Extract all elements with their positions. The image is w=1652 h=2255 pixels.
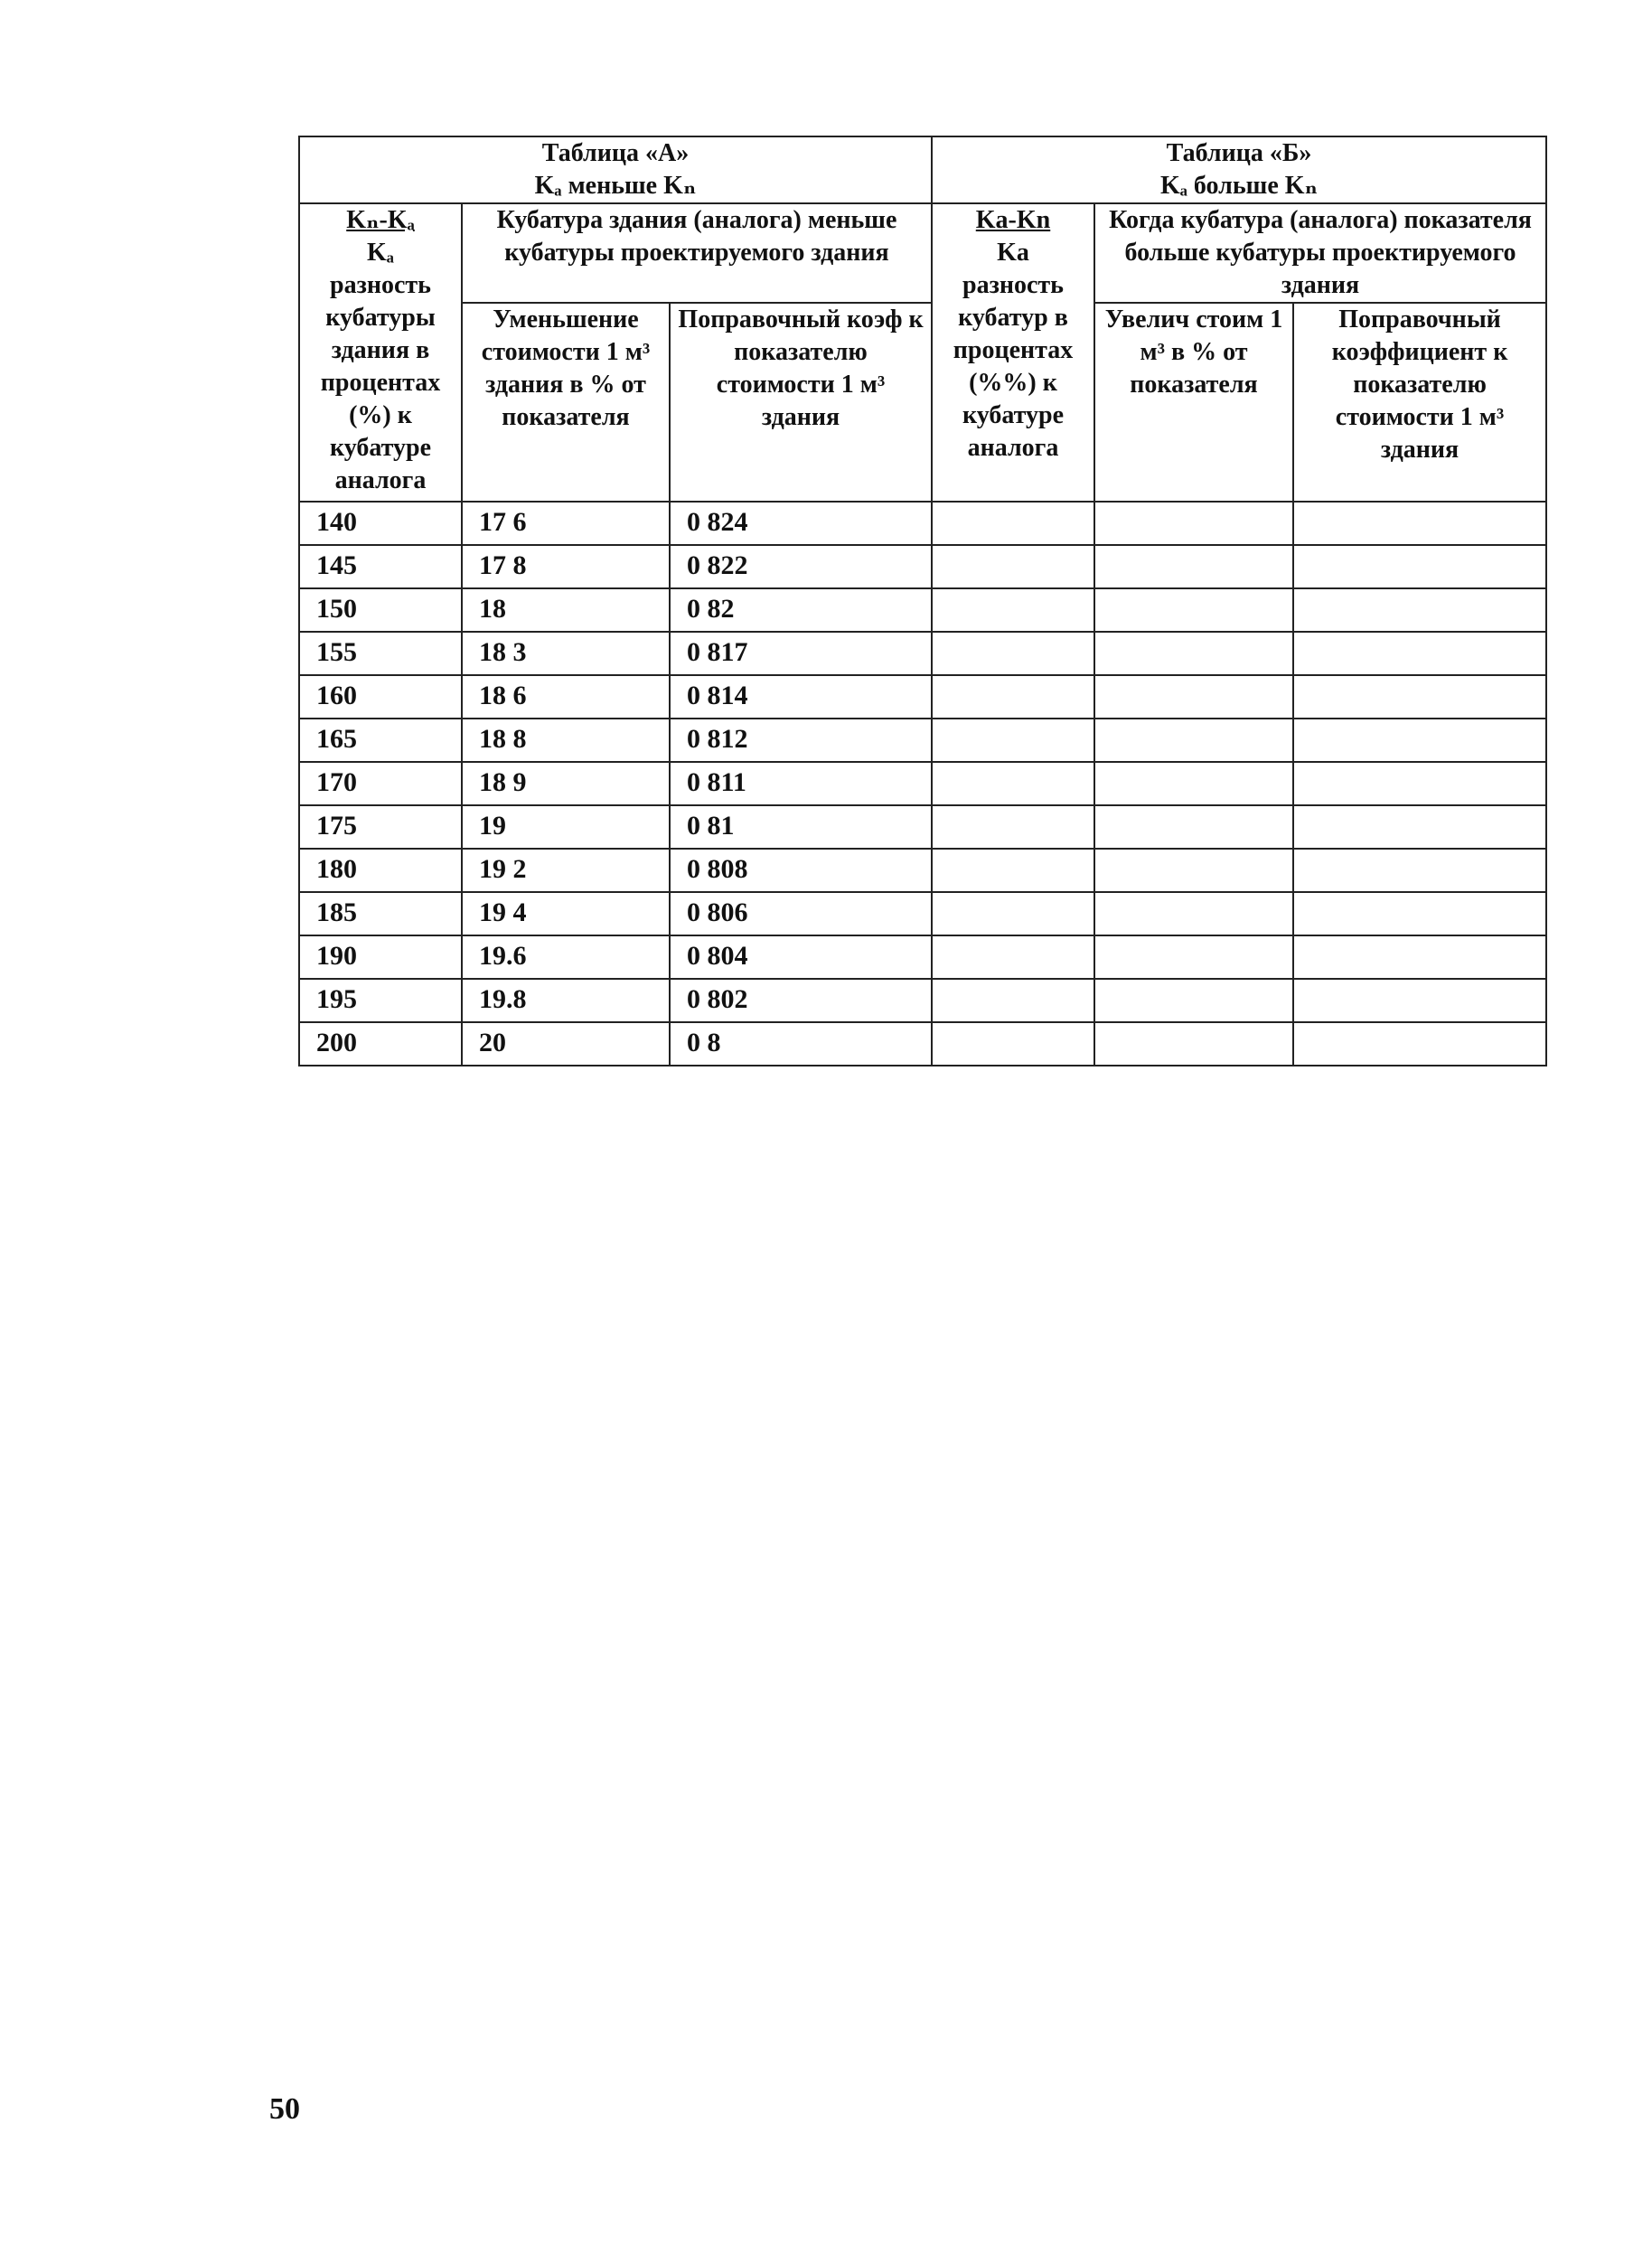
table-b-group-header: Когда кубатура (аналога) показателя больше кубатуры проектируемого здания [1094,203,1546,303]
cell-correction-coef: 0 811 [670,762,932,805]
table-a-title: Таблица «А» [541,139,690,167]
empty-cell [1293,1022,1546,1066]
table-a-col1-formula-bottom: Kₐ [367,239,394,267]
table-b-header [932,136,1546,203]
cell-diff-percent: 155 [299,632,462,675]
empty-cell [1293,935,1546,979]
cell-correction-coef: 0 824 [670,502,932,545]
cell-cost-reduction: 19 2 [462,849,670,892]
table-b-col1-formula-top: Ka-Kn [975,206,1051,234]
empty-cell [1094,1022,1293,1066]
table-b-col1-formula-bottom: Ka [997,239,1029,267]
correction-coefficient-table [298,136,1547,1066]
table-b-col1-header [932,203,1094,502]
cell-correction-coef: 0 812 [670,719,932,762]
cell-diff-percent: 145 [299,545,462,588]
empty-cell [1094,502,1293,545]
empty-cell [932,675,1094,719]
table-a-group-header: Кубатура здания (аналога) меньше кубатуры проектируемого здания [462,203,932,303]
empty-cell [1293,892,1546,935]
cell-cost-reduction: 18 3 [462,632,670,675]
table-a-col3-header: Поправочный коэф к показателю стоимости 1 м³ здания [670,303,932,502]
empty-cell [1293,632,1546,675]
cell-cost-reduction: 18 8 [462,719,670,762]
empty-cell [1094,632,1293,675]
empty-cell [1293,675,1546,719]
cell-diff-percent: 160 [299,675,462,719]
page-number: 50 [269,2092,300,2126]
empty-cell [932,719,1094,762]
table-row [299,892,1546,935]
table-row [299,588,1546,632]
cell-correction-coef: 0 802 [670,979,932,1022]
cell-correction-coef: 0 814 [670,675,932,719]
empty-cell [932,632,1094,675]
cell-cost-reduction: 19.6 [462,935,670,979]
cell-cost-reduction: 18 9 [462,762,670,805]
empty-cell [1094,588,1293,632]
empty-cell [932,762,1094,805]
cell-cost-reduction: 19 [462,805,670,849]
cell-diff-percent: 170 [299,762,462,805]
table-row [299,545,1546,588]
cell-correction-coef: 0 817 [670,632,932,675]
cell-diff-percent: 175 [299,805,462,849]
cell-diff-percent: 190 [299,935,462,979]
cell-correction-coef: 0 81 [670,805,932,849]
empty-cell [1094,719,1293,762]
empty-cell [1293,762,1546,805]
table-row [299,762,1546,805]
table-b-col3-header: Поправочный коэффициент к показателю стоимости 1 м³ здания [1293,303,1546,502]
empty-cell [1094,935,1293,979]
empty-cell [932,892,1094,935]
empty-cell [1293,979,1546,1022]
empty-cell [932,935,1094,979]
cell-correction-coef: 0 808 [670,849,932,892]
table-a-col1-description: разность кубатуры здания в процентах (%) к кубатуре аналога [320,271,441,494]
empty-cell [1094,762,1293,805]
cell-cost-reduction: 19.8 [462,979,670,1022]
empty-cell [1094,979,1293,1022]
table-row [299,719,1546,762]
table-row [299,805,1546,849]
table-a-subtitle: Kₐ меньше Kₙ [534,172,697,200]
empty-cell [1293,588,1546,632]
cell-cost-reduction: 19 4 [462,892,670,935]
table-row [299,632,1546,675]
empty-cell [1094,849,1293,892]
cell-cost-reduction: 18 6 [462,675,670,719]
empty-cell [932,502,1094,545]
table-row [299,1022,1546,1066]
empty-cell [932,588,1094,632]
cell-correction-coef: 0 804 [670,935,932,979]
cell-cost-reduction: 17 6 [462,502,670,545]
cell-correction-coef: 0 8 [670,1022,932,1066]
empty-cell [932,979,1094,1022]
empty-cell [932,1022,1094,1066]
table-b-col1-description: разность кубатур в процентах (%%) к кубатуре аналога [953,271,1074,462]
table-b-col2-header: Увелич стоим 1 м³ в % от показателя [1094,303,1293,502]
empty-cell [1094,545,1293,588]
table-a-col2-header: Уменьшение стоимости 1 м³ здания в % от показателя [462,303,670,502]
cell-diff-percent: 195 [299,979,462,1022]
table-row [299,849,1546,892]
table-row [299,979,1546,1022]
empty-cell [1293,805,1546,849]
empty-cell [1094,675,1293,719]
cell-diff-percent: 185 [299,892,462,935]
cell-correction-coef: 0 806 [670,892,932,935]
empty-cell [1293,849,1546,892]
table-a-col1-formula-top: Kₙ-Kₐ [346,206,415,234]
cell-diff-percent: 200 [299,1022,462,1066]
empty-cell [1293,545,1546,588]
table-row [299,935,1546,979]
empty-cell [932,849,1094,892]
table-row [299,502,1546,545]
table-a-header [299,136,932,203]
empty-cell [1293,502,1546,545]
cell-correction-coef: 0 82 [670,588,932,632]
table-b-subtitle: Kₐ больше Kₙ [1159,172,1319,200]
empty-cell [1094,892,1293,935]
cell-diff-percent: 150 [299,588,462,632]
cell-diff-percent: 180 [299,849,462,892]
table-b-title: Таблица «Б» [1166,139,1312,167]
cell-diff-percent: 140 [299,502,462,545]
cell-cost-reduction: 20 [462,1022,670,1066]
cell-cost-reduction: 18 [462,588,670,632]
table-a-col1-header [299,203,462,502]
cell-correction-coef: 0 822 [670,545,932,588]
empty-cell [932,545,1094,588]
cell-diff-percent: 165 [299,719,462,762]
empty-cell [1293,719,1546,762]
table-row [299,675,1546,719]
empty-cell [932,805,1094,849]
empty-cell [1094,805,1293,849]
cell-cost-reduction: 17 8 [462,545,670,588]
